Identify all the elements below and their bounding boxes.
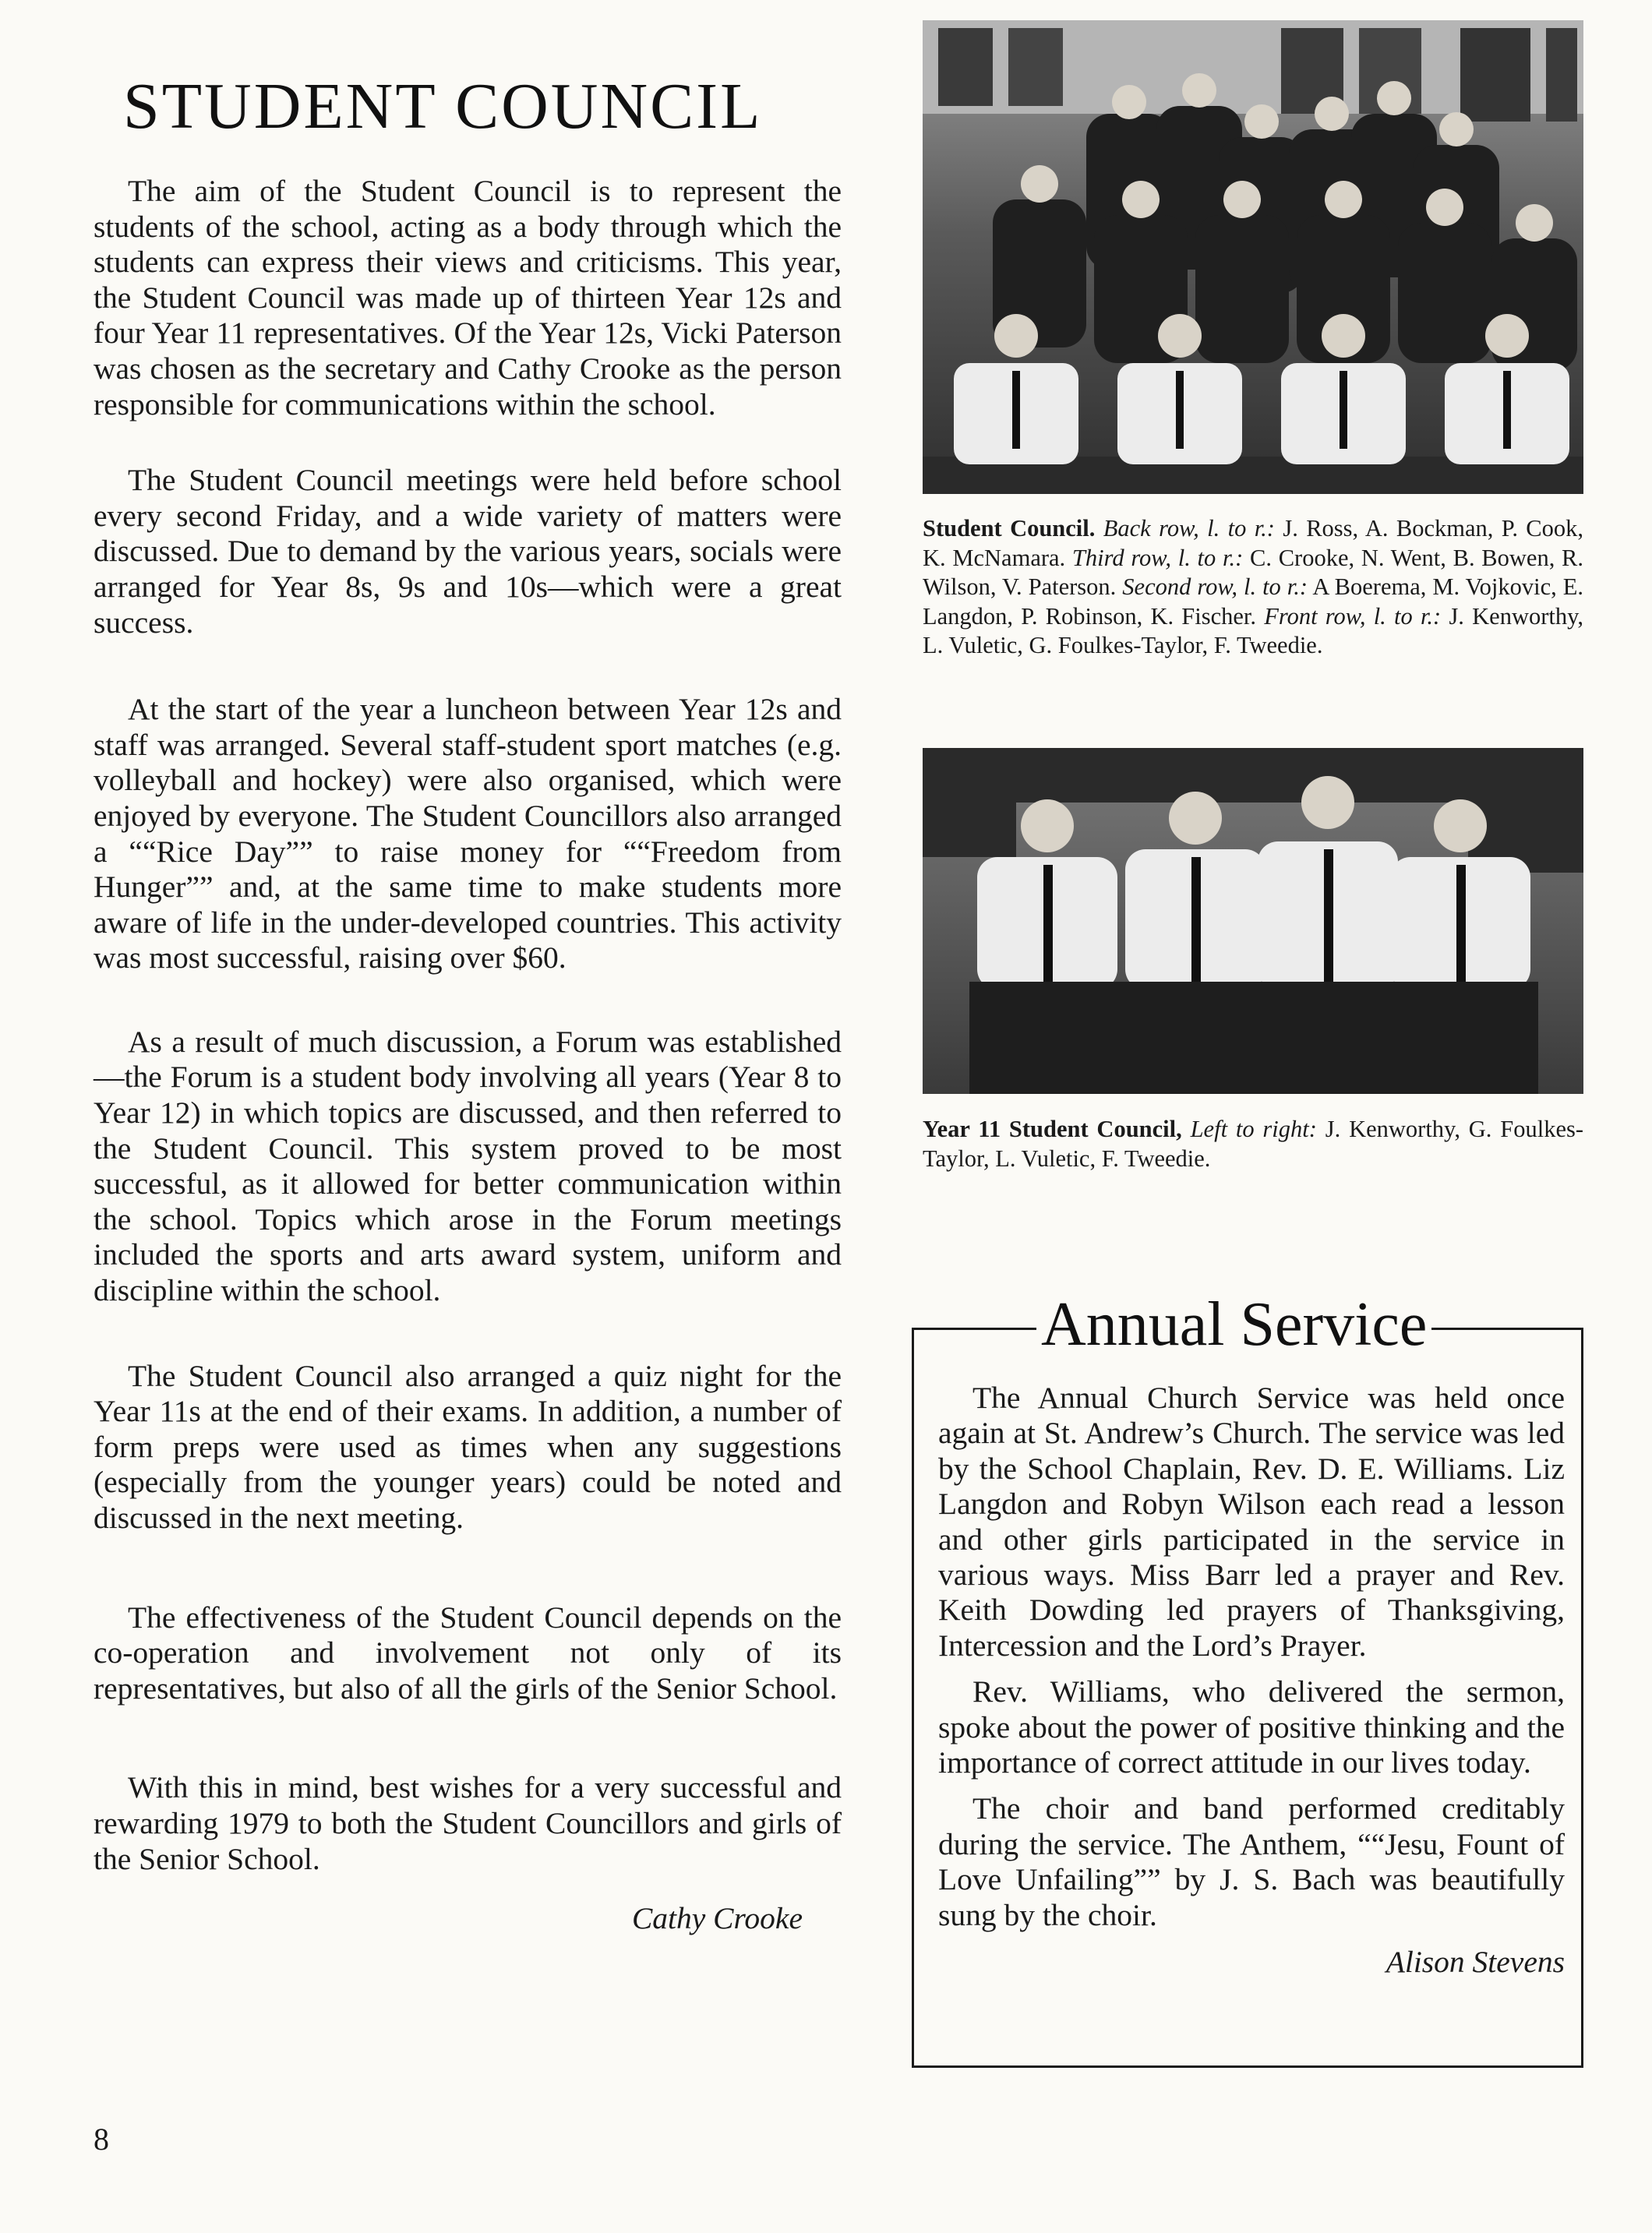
page-title: STUDENT COUNCIL	[123, 70, 763, 143]
council-paragraph-2: The Student Council meetings were held before school every second Friday, and a wide variety of matters were discussed. Due to demand by the various years, socials were arranged for Year 8s, 9s and 10s—which were a great success.	[94, 463, 842, 640]
council-paragraph-3: At the start of the year a luncheon between Year 12s and staff was arranged. Several staff-student sport matches (e.g. volleyball and hockey) were also organised, which were enjoyed by everyone. The Student Councillors also arranged a ““Rice Day”” to raise money for ““Freedom from Hunger”” and, at the same time to make students more aware of life in the under-developed countries. This activity was most successful, raising over $60.	[94, 692, 842, 975]
student-council-article	[94, 70, 842, 1936]
caption-front-names: J. Kenworthy, L. Vuletic, G. Foulkes-Taylor, F. Tweedie.	[923, 602, 1584, 659]
student-council-photo	[923, 20, 1583, 494]
service-paragraph-3: The choir and band performed creditably during the service. The Anthem, ““Jesu, Fount of Love Unfailing”” by J. S. Bach was beautifully sung by the choir.	[938, 1791, 1565, 1932]
council-paragraph-6: The effectiveness of the Student Council depends on the co-operation and involvement not only of its representatives, but also of all the girls of the Senior School.	[94, 1600, 842, 1706]
caption-year11-names: J. Kenworthy, G. Foulkes-Taylor, L. Vuletic, F. Tweedie.	[923, 1116, 1584, 1172]
year11-council-photo-image	[923, 748, 1583, 1094]
council-paragraph-7: With this in mind, best wishes for a very successful and rewarding 1979 to both the Student Councillors and girls of the Senior School.	[94, 1770, 842, 1876]
council-paragraph-1: The aim of the Student Council is to represent the students of the school, acting as a body through which the students can express their views and criticisms. This year, the Student Council was made up of thirteen Year 12s and four Year 11 representatives. Of the Year 12s, Vicki Paterson was chosen as the secretary and Cathy Crooke as the person responsible for communications within the school.	[94, 174, 842, 422]
annual-service-body	[938, 1381, 1565, 1980]
service-paragraph-1: The Annual Church Service was held once again at St. Andrew’s Church. The service was led by the School Chaplain, Rev. D. E. Williams. Liz Langdon and Robyn Wilson each read a lesson and other girls participated in the service in various ways. Miss Barr led a prayer and Rev. Keith Dowding led prayers of Thanksgiving, Intercession and the Lord’s Prayer.	[938, 1381, 1565, 1663]
caption-front-label: Front row, l. to r.:	[1264, 602, 1442, 630]
year11-council-photo	[923, 748, 1583, 1094]
caption-lead: Student Council.	[923, 515, 1096, 541]
council-paragraph-5: The Student Council also arranged a quiz night for the Year 11s at the end of their exams. In addition, a number of form preps were used as times when any suggestions (especially from the younger years) could be noted and discussed in the next meeting.	[94, 1358, 842, 1535]
annual-service-title: Annual Service	[1036, 1293, 1431, 1356]
caption-third-names: C. Crooke, N. Went, B. Bowen, R. Wilson, V. Paterson.	[923, 544, 1584, 601]
caption-back-names: J. Ross, A. Bockman, P. Cook, K. McNamara.	[923, 515, 1584, 571]
council-paragraph-4: As a result of much discussion, a Forum was established—the Forum is a student body involving all years (Year 8 to Year 12) in which topics are discussed, and then referred to the Student Council. This system proved to be most successful, as it allowed for better communication within the school. Topics which arose in the Forum meetings included the sports and arts award system, uniform and discipline within the school.	[94, 1024, 842, 1308]
caption-third-label: Third row, l. to r.:	[1071, 544, 1244, 571]
year11-council-caption	[923, 1115, 1583, 1173]
caption-second-names: A Boerema, M. Vojkovic, E. Langdon, P. Robinson, K. Fischer.	[923, 573, 1583, 630]
caption-year11-label: Left to right:	[1190, 1116, 1317, 1142]
caption-second-label: Second row, l. to r.:	[1122, 573, 1308, 601]
service-author: Alison Stevens	[1385, 1945, 1565, 1980]
student-council-caption	[923, 514, 1583, 661]
article-author: Cathy Crooke	[631, 1901, 803, 1936]
service-paragraph-2: Rev. Williams, who delivered the sermon, spoke about the power of positive thinking and the importance of correct attitude in our lives today.	[938, 1674, 1565, 1780]
caption-back-label: Back row, l. to r.:	[1103, 515, 1275, 541]
caption-year11-lead: Year 11 Student Council,	[923, 1116, 1182, 1142]
student-council-photo-image	[923, 20, 1583, 494]
page-number: 8	[94, 2122, 109, 2157]
